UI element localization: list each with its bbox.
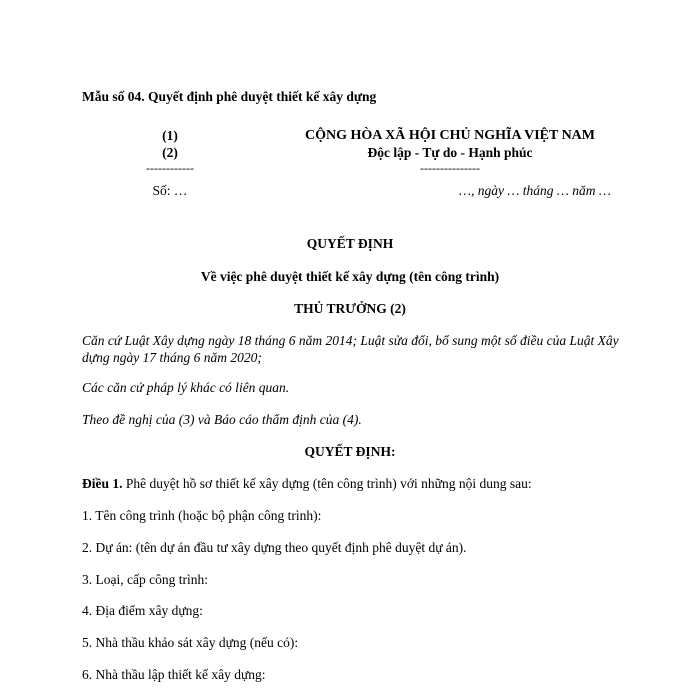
document-number: Số: … [152,183,188,198]
list-item: 3. Loại, cấp công trình: [82,572,208,587]
list-item: 1. Tên công trình (hoặc bộ phận công trình): [82,508,322,523]
list-item: 6. Nhà thầu lập thiết kế xây dựng: [82,667,266,682]
decision-title: QUYẾT ĐỊNH [306,236,394,251]
national-title: CỘNG HÒA XÃ HỘI CHỦ NGHĨA VIỆT NAM [304,128,595,143]
article-1-text: Phê duyệt hồ sơ thiết kế xây dựng (tên công trình) với những nội dung sau: [122,476,532,491]
decides-heading: QUYẾT ĐỊNH: [304,444,396,459]
form-title: Mẫu số 04. Quyết định phê duyệt thiết kế xây dựng [82,89,377,104]
header-left-line2: (2) [162,145,178,160]
date-line: …, ngày … tháng … năm … [459,183,611,198]
header-right-divider: --------------- [420,161,480,175]
legal-basis-1: Căn cứ Luật Xây dựng ngày 18 tháng 6 năm 2014; Luật sửa đổi, bổ sung một số điều của Luật Xây dựng ngày 17 tháng 6 năm 2020; [82,333,619,365]
article-1 [82,476,532,492]
article-1-label: Điều 1. [82,476,123,491]
national-motto: Độc lập - Tự do - Hạnh phúc [367,145,533,160]
list-item: 5. Nhà thầu khảo sát xây dựng (nếu có): [82,635,299,650]
header-left-divider: ------------ [146,161,194,175]
legal-basis-3: Theo đề nghị của (3) và Báo cáo thẩm định của (4). [82,412,362,427]
list-item: 2. Dự án: (tên dự án đầu tư xây dựng theo quyết định phê duyệt dự án). [82,540,467,555]
legal-basis-2: Các căn cứ pháp lý khác có liên quan. [82,380,290,395]
authority-heading: THỦ TRƯỞNG (2) [294,301,406,316]
list-item: 4. Địa điểm xây dựng: [82,603,203,618]
header-left-line1: (1) [162,128,178,143]
decision-subject: Về việc phê duyệt thiết kế xây dựng (tên công trình) [200,269,500,284]
